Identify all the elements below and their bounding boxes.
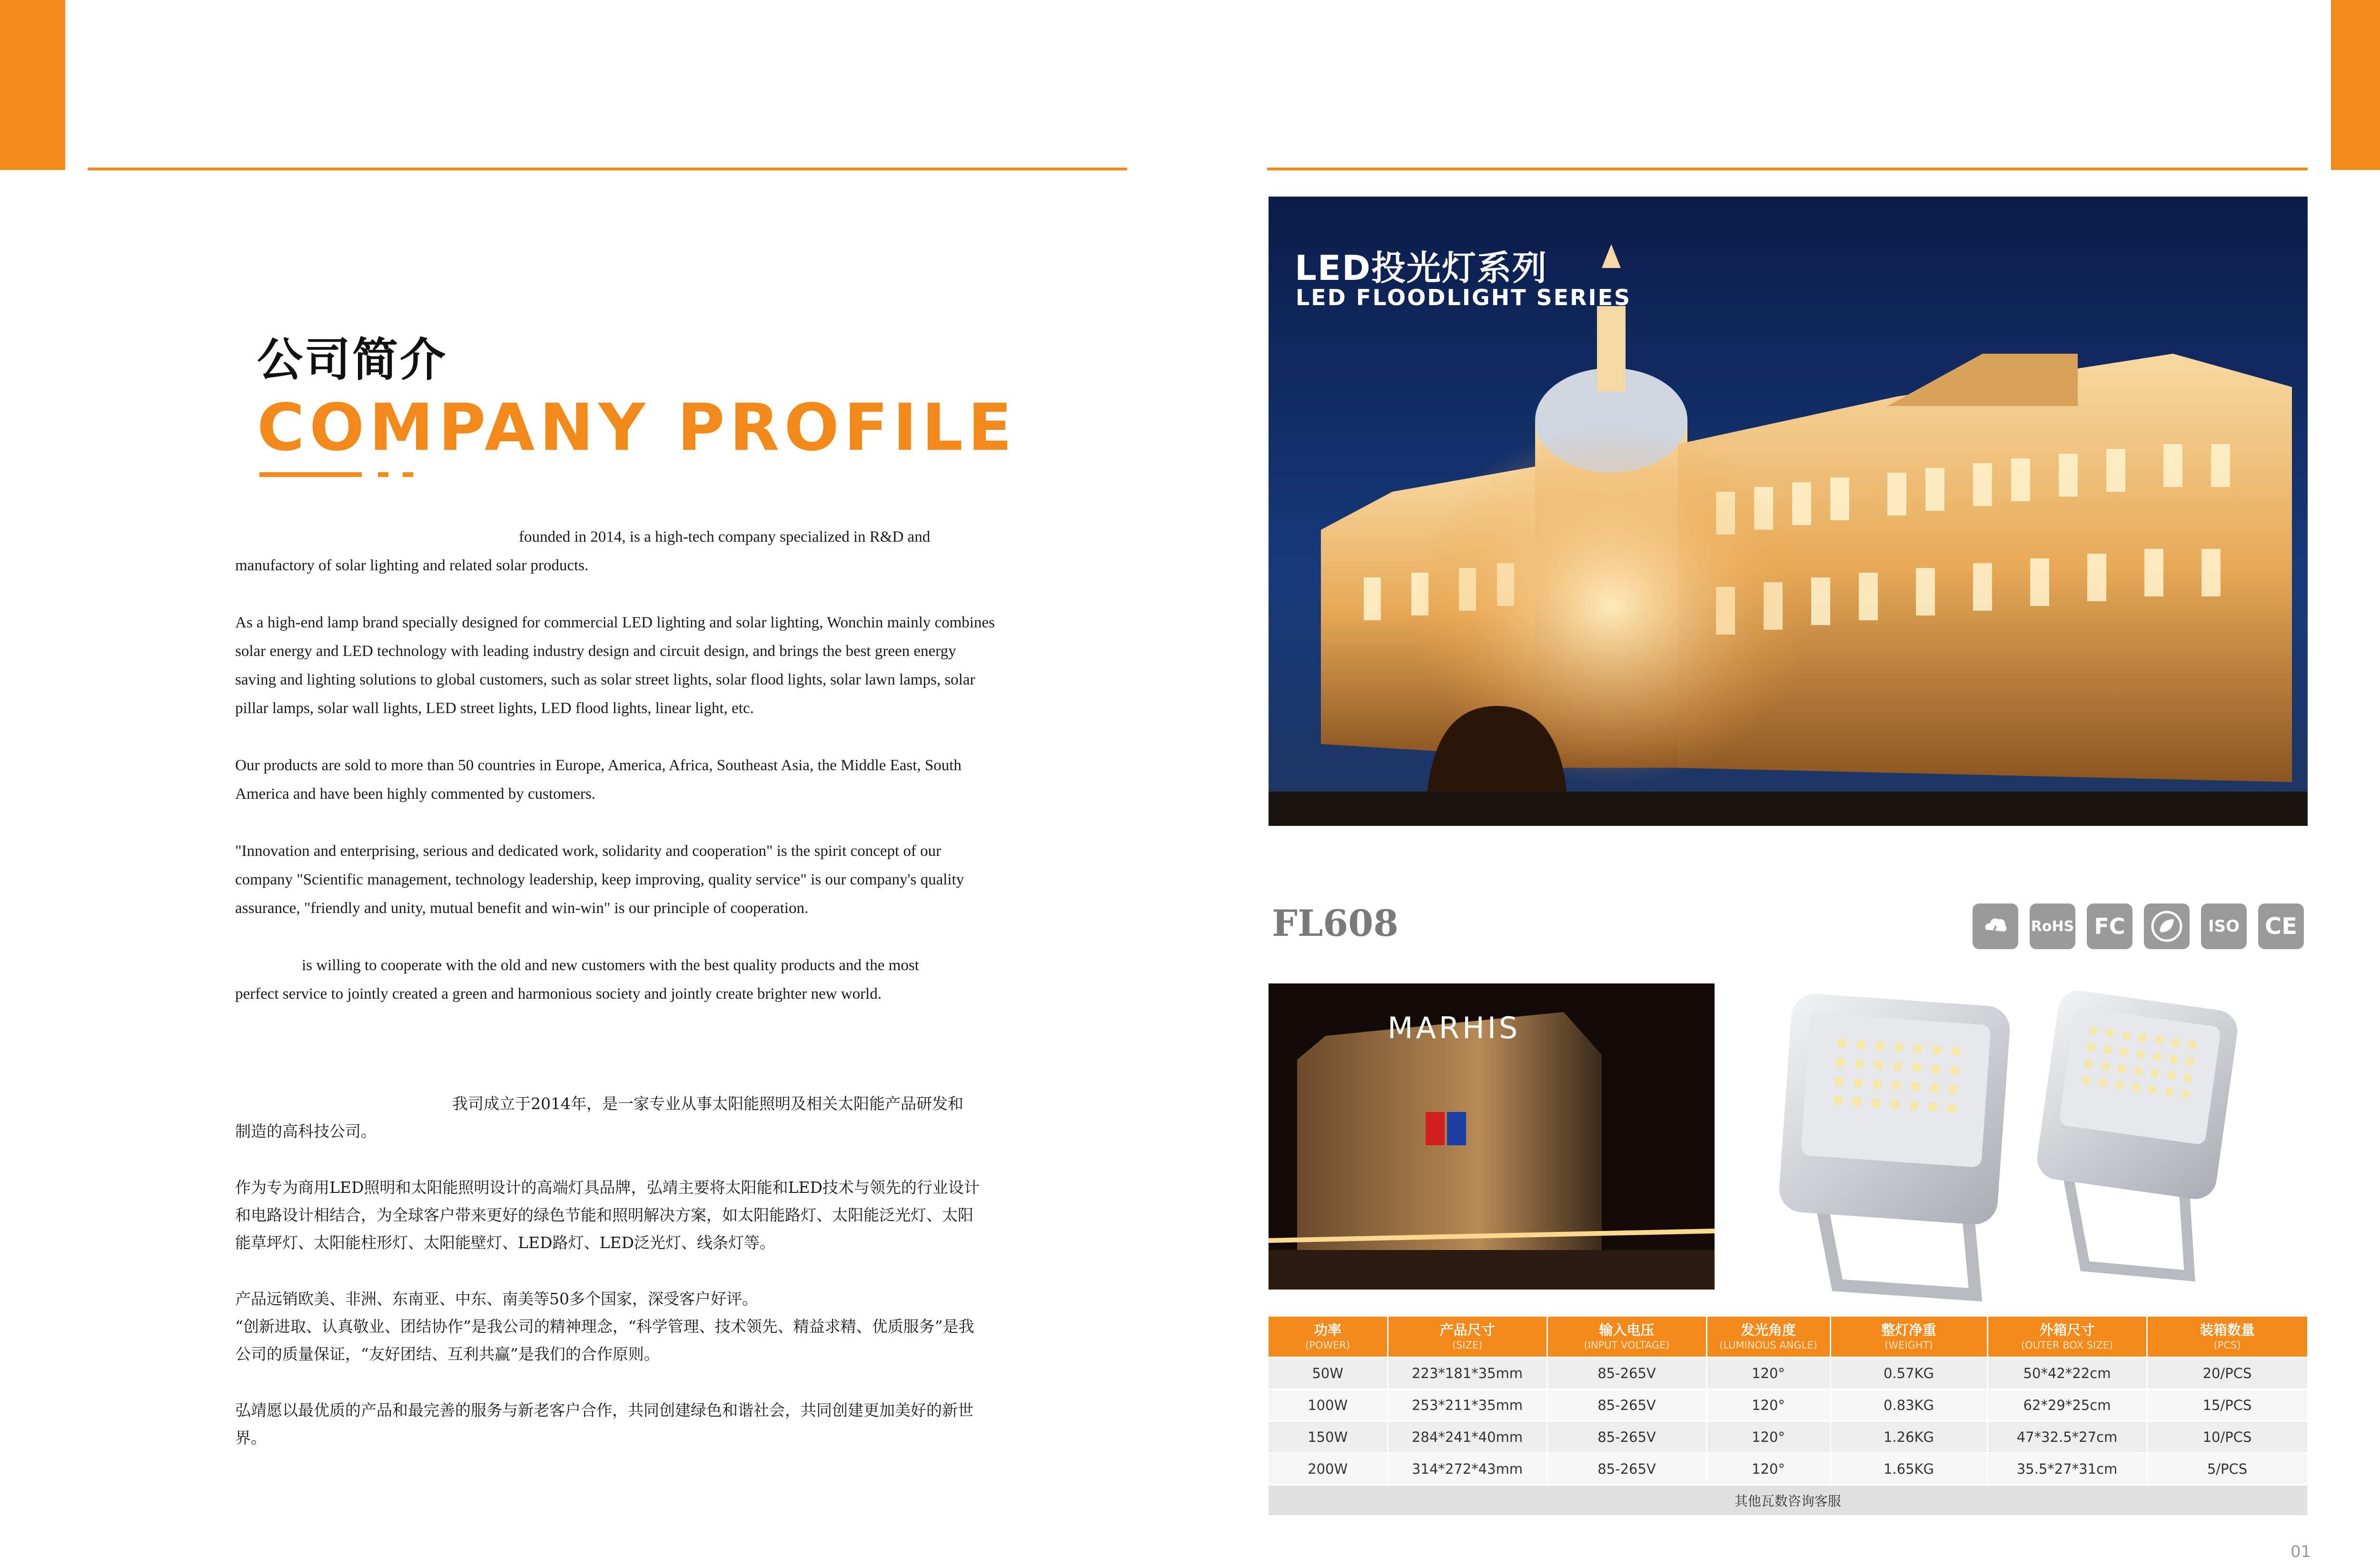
title-cn: 公司简介 [257, 333, 447, 387]
cell: 85-265V [1547, 1389, 1706, 1421]
paragraph: Our products are sold to more than 50 countries in Europe, America, Africa, Southeast Asia, the Middle East, South America and have been highly commented by customers. [235, 757, 962, 803]
title-underline-dot [378, 472, 388, 477]
cell: 62*29*25cm [1987, 1389, 2147, 1421]
hero-title-cn: LED投光灯系列 [1295, 248, 1547, 288]
paragraph: 制造的高科技公司。 [235, 1122, 377, 1141]
fc-icon: FC [2087, 903, 2132, 949]
cell: 150W [1269, 1421, 1388, 1453]
header-voltage: 输入电压 (INPUT VOLTAGE) [1547, 1317, 1706, 1358]
profile-text-en [235, 523, 997, 1008]
title-underline [259, 472, 362, 477]
floodlight-product-image [1752, 981, 2309, 1309]
cell: 15/PCS [2147, 1389, 2308, 1421]
table-row [1269, 1358, 2308, 1389]
cell: 47*32.5*27cm [1987, 1421, 2147, 1453]
table-row [1269, 1421, 2308, 1453]
cell: 0.57KG [1830, 1358, 1987, 1389]
cell: 20/PCS [2147, 1358, 2308, 1389]
cell: 85-265V [1547, 1453, 1706, 1485]
cell: 10/PCS [2147, 1421, 2308, 1453]
cell: 0.83KG [1830, 1389, 1987, 1421]
header-angle: 发光角度 (LUMINOUS ANGLE) [1706, 1317, 1830, 1358]
page-number: 01 [2291, 1542, 2311, 1561]
cell: 120° [1706, 1358, 1830, 1389]
cell: 85-265V [1547, 1421, 1706, 1453]
cell: 120° [1706, 1453, 1830, 1485]
paragraph: is willing to cooperate with the old and new customers with the best quality products and the most [302, 957, 919, 974]
cell: 50*42*22cm [1987, 1358, 2147, 1389]
paragraph: As a high-end lamp brand specially designed for commercial LED lighting and solar lighting, Wonchin mainly combines solar energy and LED technology with leading industry design and circuit design, and brings the best green energy saving and lighting solutions to global customers, such as solar street lights, solar flood lights, solar lawn lamps, solar pillar lamps, solar wall lights, LED street lights, LED flood lights, linear light, etc. [235, 614, 995, 717]
paragraph: founded in 2014, is a high-tech company specialized in R&D and [519, 528, 931, 546]
paragraph: 作为专为商用LED照明和太阳能照明设计的高端灯具品牌，弘靖主要将太阳能和LED技术与领先的行业设计和电路设计相结合，为全球客户带来更好的绿色节能和照明解决方案，如太阳能路灯、太阳能泛光灯、太阳能草坪灯、太阳能柱形灯、太阳能壁灯、LED路灯、LED泛光灯、线条灯等。 [235, 1178, 980, 1252]
cell: 85-265V [1547, 1358, 1706, 1389]
header-weight: 整灯净重 (WEIGHT) [1830, 1317, 1987, 1358]
table-note: 其他瓦数咨询客服 [1269, 1485, 2308, 1516]
table-row [1269, 1453, 2308, 1485]
paragraph: perfect service to jointly created a green and harmonious society and jointly create brighter new world. [235, 985, 882, 1002]
cell: 253*211*35mm [1388, 1389, 1547, 1421]
paragraph: “创新进取、认真敬业、团结协作”是我公司的精神理念，“科学管理、技术领先、精益求精、优质服务”是我公司的质量保证，“友好团结、互利共赢”是我们的合作原则。 [235, 1317, 974, 1363]
header-size: 产品尺寸 (SIZE) [1388, 1317, 1547, 1358]
cell: 120° [1706, 1389, 1830, 1421]
cell: 50W [1269, 1358, 1388, 1389]
table-row [1269, 1389, 2308, 1421]
cell: 314*272*43mm [1388, 1453, 1547, 1485]
hero-title-en: LED FLOODLIGHT SERIES [1296, 285, 1632, 310]
corner-block-left [0, 0, 65, 170]
header-power: 功率 (POWER) [1269, 1317, 1388, 1358]
cell: 284*241*40mm [1388, 1421, 1547, 1453]
waterproof-icon [1973, 903, 2018, 949]
ce-icon: CE [2258, 903, 2304, 949]
profile-text-cn [235, 1090, 987, 1480]
iso-icon: ISO [2201, 903, 2247, 949]
table-note-row [1269, 1485, 2308, 1516]
cell: 5/PCS [2147, 1453, 2308, 1485]
paragraph: manufactory of solar lighting and related solar products. [235, 557, 589, 574]
cell: 1.26KG [1830, 1421, 1987, 1453]
title-en: COMPANY PROFILE [257, 390, 1017, 466]
cell: 35.5*27*31cm [1987, 1453, 2147, 1485]
spec-table [1269, 1317, 2309, 1515]
table-header-row [1269, 1317, 2308, 1358]
header-box-size: 外箱尺寸 (OUTER BOX SIZE) [1987, 1317, 2147, 1358]
header-rule-left [88, 168, 1127, 170]
cell: 100W [1269, 1389, 1388, 1421]
header-pcs: 装箱数量 (PCS) [2147, 1317, 2308, 1358]
model-name: FL608 [1272, 902, 1399, 944]
rohs-icon: RoHS [2030, 903, 2075, 949]
title-underline-dot [403, 472, 413, 477]
header-rule-right [1267, 168, 2308, 170]
corner-block-right [2331, 0, 2380, 170]
eco-icon [2144, 903, 2190, 949]
cell: 200W [1269, 1453, 1388, 1485]
mall-sign-text: MARHIS [1388, 1011, 1521, 1045]
mall-building-image [1269, 983, 1715, 1290]
paragraph: "Innovation and enterprising, serious and dedicated work, solidarity and cooperation" is the spirit concept of our company "Scientific management, technology leadership, keep improving, quality service" is our company's quality assurance, "friendly and unity, mutual benefit and win-win" is our principle of cooperation. [235, 843, 964, 917]
paragraph: 我司成立于2014年，是一家专业从事太阳能照明及相关太阳能产品研发和 [452, 1094, 963, 1113]
cell: 120° [1706, 1421, 1830, 1453]
cell: 223*181*35mm [1388, 1358, 1547, 1389]
paragraph: 弘靖愿以最优质的产品和最完善的服务与新老客户合作，共同创建绿色和谐社会，共同创建更加美好的新世界。 [235, 1401, 973, 1447]
paragraph: 产品远销欧美、非洲、东南亚、中东、南美等50多个国家，深受客户好评。 [235, 1290, 758, 1308]
cell: 1.65KG [1830, 1453, 1987, 1485]
